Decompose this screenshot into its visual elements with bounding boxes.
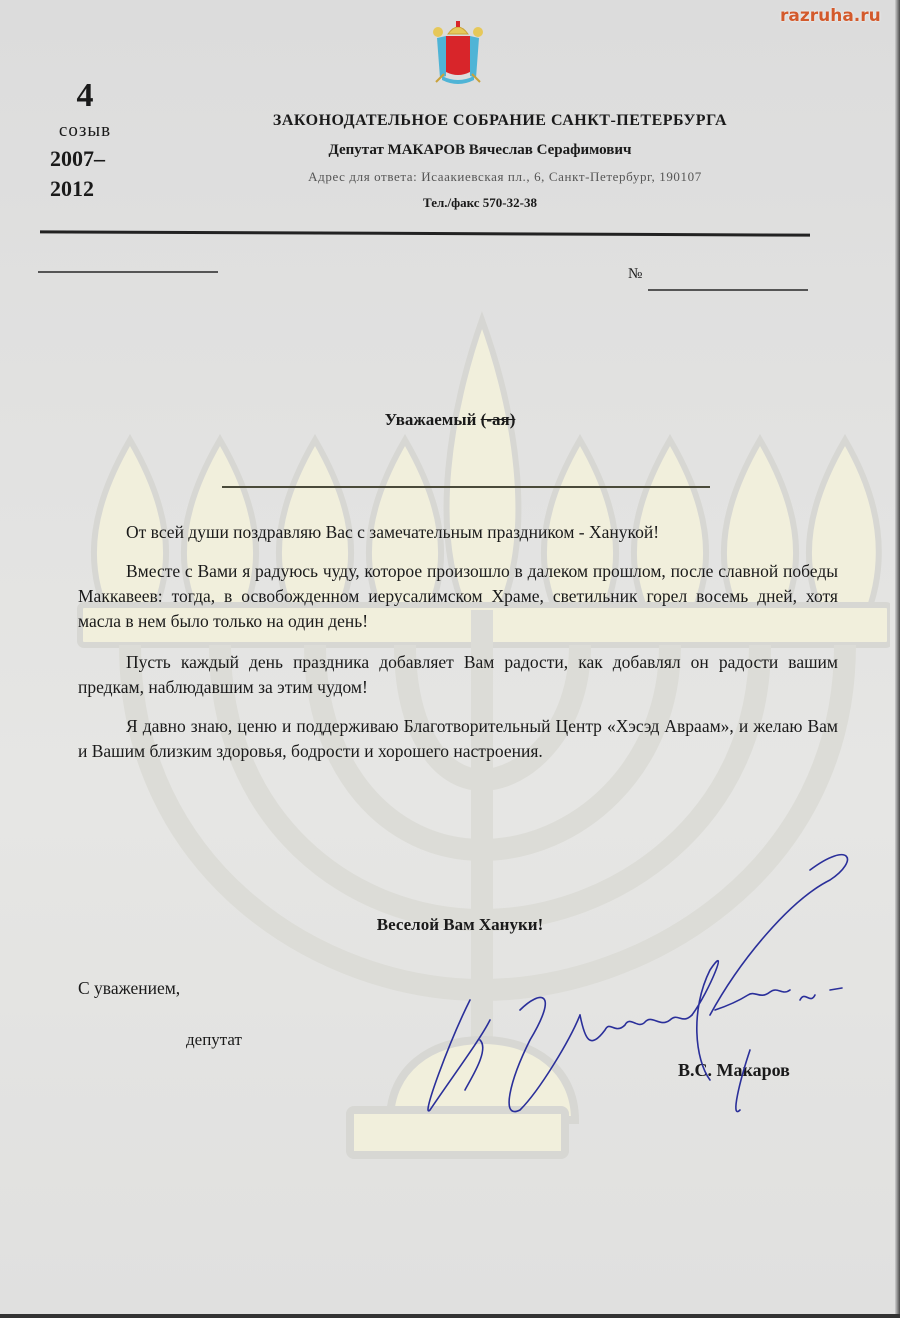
deputy-name: Депутат МАКАРОВ Вячеслав Серафимович	[328, 142, 632, 158]
convocation-number: 4	[76, 77, 94, 114]
reply-address: Адрес для ответа: Исаакиевская пл., 6, Санкт-Петербург, 190107	[308, 169, 702, 184]
handwritten-signature-icon	[410, 840, 870, 1140]
paragraph-greeting: От всей души поздравляю Вас с замечательным праздником - Ханукой!	[126, 522, 660, 542]
convocation-block	[40, 78, 130, 202]
signer-role: депутат	[186, 1030, 242, 1049]
reference-number-sign: №	[628, 266, 643, 282]
convocation-years-end: 2012	[50, 176, 94, 201]
paragraph-miracle: Вместе с Вами я радуюсь чуду, которое произошло в далеком прошлом, после славной победы Маккавеев: тогда, в освобожденном иерусалимском Храме, светильник горел восемь дней, хотя масла в нем было только на один день!	[78, 561, 838, 631]
salutation	[0, 410, 900, 430]
salutation-struck-suffix: (-ая)	[480, 410, 516, 429]
site-watermark: razruha.ru	[780, 6, 881, 26]
salutation-word: Уважаемый	[384, 410, 477, 429]
date-blank-line	[38, 271, 218, 273]
organization-name: ЗАКОНОДАТЕЛЬНОЕ СОБРАНИЕ САНКТ-ПЕТЕРБУРГА	[272, 112, 728, 129]
closing-wish: Веселой Вам Хануки!	[376, 915, 544, 934]
letterhead	[195, 112, 805, 211]
signer-name: В.С. Макаров	[678, 1060, 790, 1080]
regards: С уважением,	[78, 978, 181, 998]
paper-edge	[895, 0, 900, 1318]
recipient-name-blank-line	[222, 486, 710, 488]
convocation-label: созыв	[58, 120, 112, 141]
reference-number-blank-line	[648, 289, 808, 291]
letterhead-divider	[40, 230, 810, 236]
paper-bottom-edge	[0, 1314, 900, 1318]
convocation-years-start: 2007–	[50, 146, 105, 171]
phone-fax: Тел./факс 570-32-38	[423, 195, 537, 210]
paragraph-support: Я давно знаю, ценю и поддерживаю Благотворительный Центр «Хэсэд Авраам», и желаю Вам и Вашим близким здоровья, бодрости и хорошего настроения.	[78, 716, 838, 761]
paragraph-joy: Пусть каждый день праздника добавляет Вам радости, как добавлял он радости вашим предкам, наблюдавшим за этим чудом!	[78, 652, 838, 697]
saint-petersburg-crest-icon	[432, 18, 484, 86]
letter-body	[78, 520, 838, 778]
